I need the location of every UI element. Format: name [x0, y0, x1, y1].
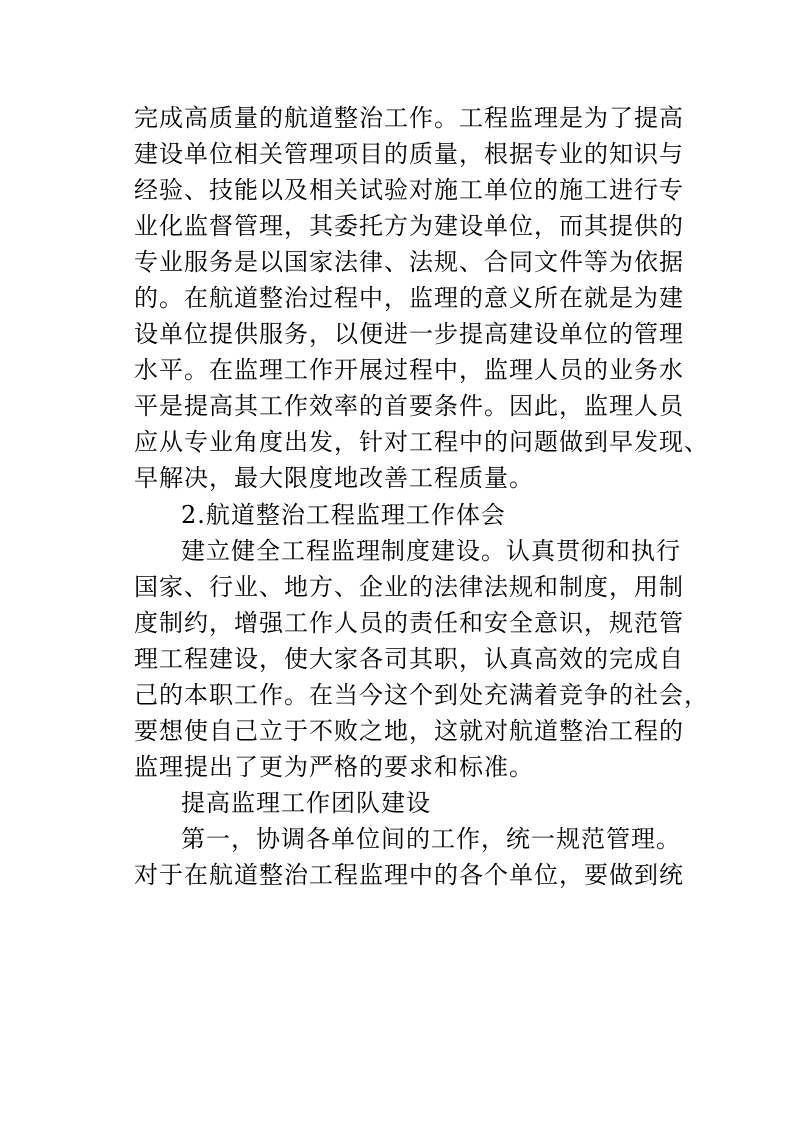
text-line: 业化监督管理，其委托方为建设单位，而其提供的 [134, 212, 684, 241]
text-line: 要想使自己立于不败之地，这就对航道整治工程的 [134, 716, 684, 745]
text-line: 水平。在监理工作开展过程中，监理人员的业务水 [134, 356, 684, 385]
text-line: 监理提出了更为严格的要求和标准。 [134, 752, 534, 781]
text-line: 对于在航道整治工程监理中的各个单位，要做到统 [134, 860, 684, 889]
body-text [134, 100, 709, 893]
section-heading: 2.航道整治工程监理工作体会 [181, 500, 506, 529]
text-line: 度制约，增强工作人员的责任和安全意识，规范管 [134, 608, 684, 637]
text-line: 建设单位相关管理项目的质量，根据专业的知识与 [134, 140, 684, 169]
text-line: 早解决，最大限度地改善工程质量。 [134, 464, 534, 493]
text-line: 的。在航道整治过程中，监理的意义所在就是为建 [134, 284, 684, 313]
subsection-heading: 提高监理工作团队建设 [181, 788, 431, 817]
text-line: 经验、技能以及相关试验对施工单位的施工进行专 [134, 176, 684, 205]
text-line: 平是提高其工作效率的首要条件。因此，监理人员 [134, 392, 684, 421]
text-line: 应从专业角度出发，针对工程中的问题做到早发现、 [134, 428, 709, 457]
text-line: 第一，协调各单位间的工作，统一规范管理。 [181, 824, 681, 853]
text-line: 设单位提供服务，以便进一步提高建设单位的管理 [134, 320, 684, 349]
text-line: 理工程建设，使大家各司其职，认真高效的完成自 [134, 644, 684, 673]
text-line: 国家、行业、地方、企业的法律法规和制度，用制 [134, 572, 684, 601]
text-line: 专业服务是以国家法律、法规、合同文件等为依据 [134, 248, 684, 277]
text-line: 完成高质量的航道整治工作。工程监理是为了提高 [134, 104, 684, 132]
text-line: 己的本职工作。在当今这个到处充满着竞争的社会， [134, 680, 709, 709]
text-line: 建立健全工程监理制度建设。认真贯彻和执行 [181, 536, 681, 565]
